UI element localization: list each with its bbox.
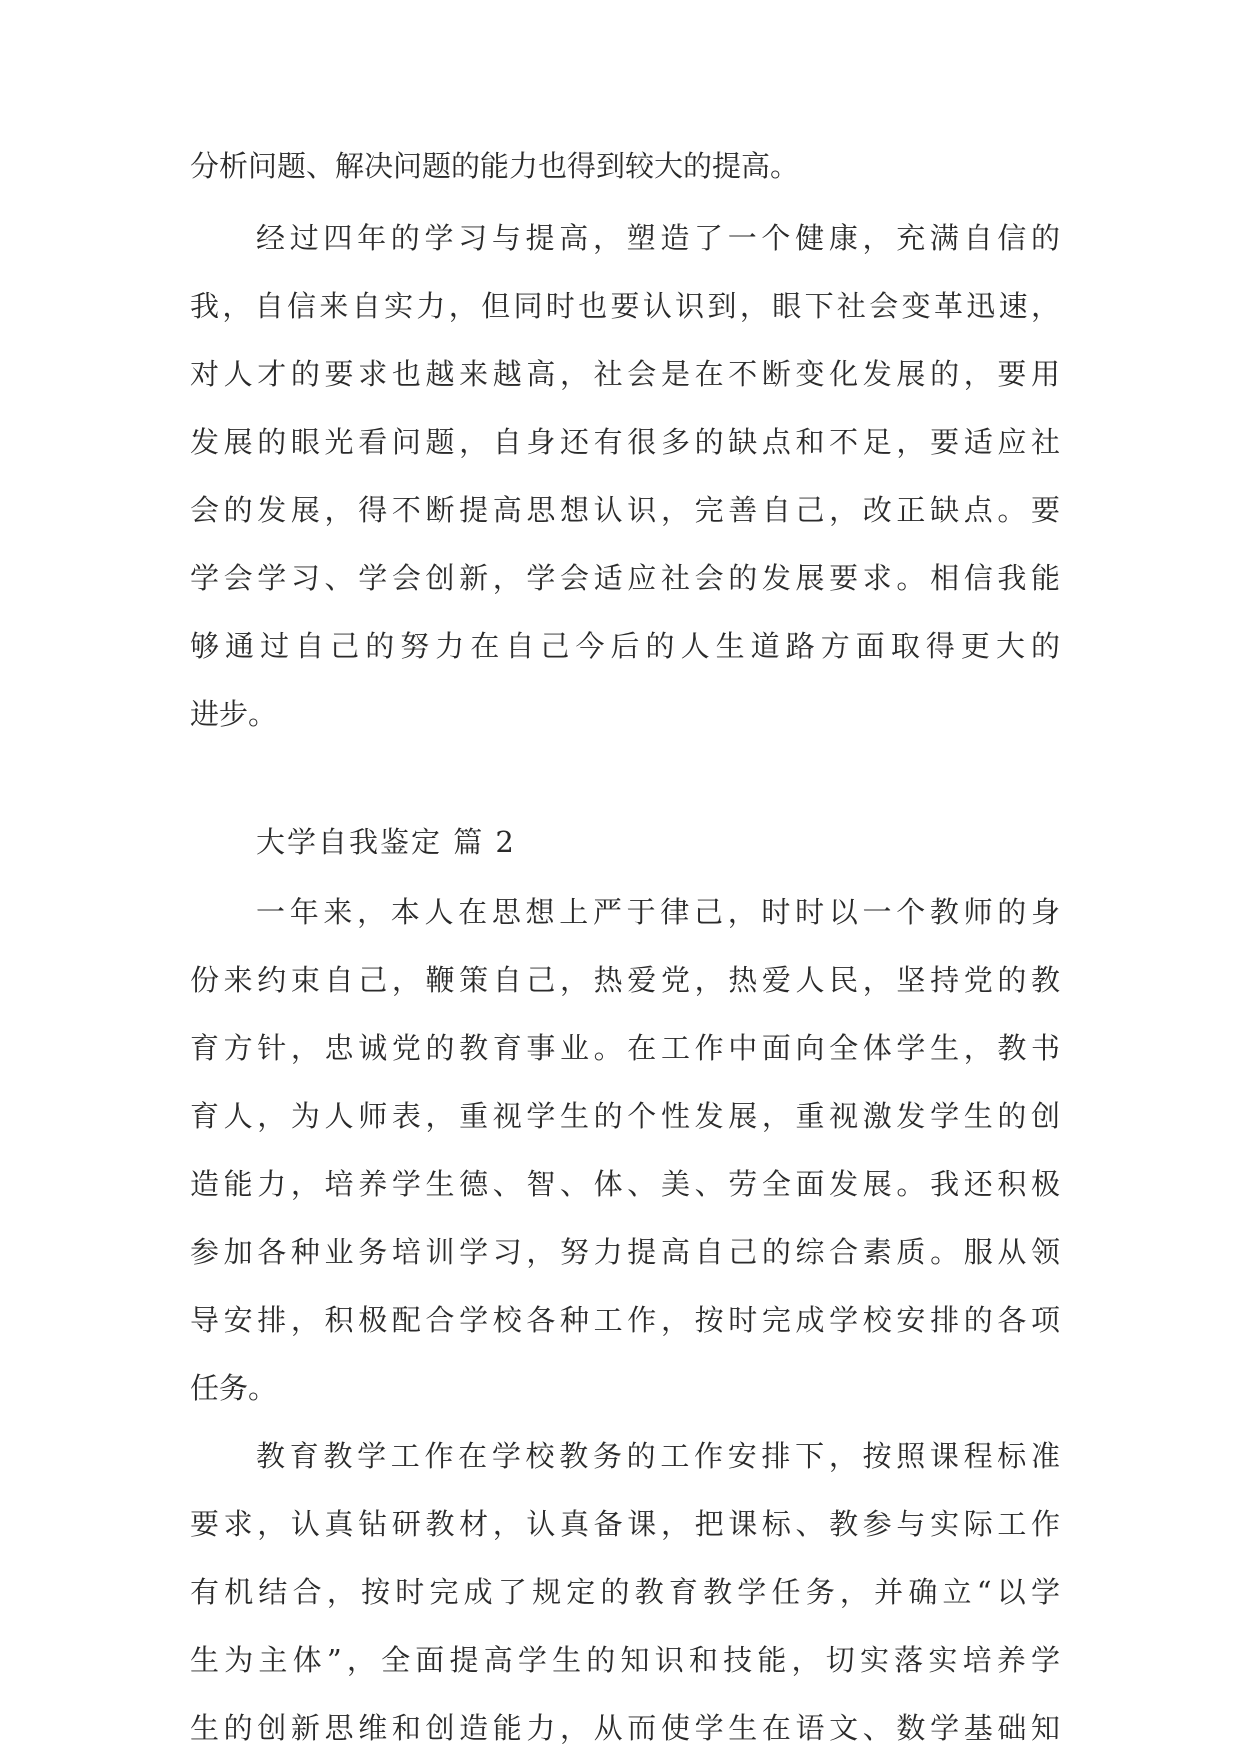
paragraph-line: 育方针，忠诚党的教育事业。在工作中面向全体学生，教书 bbox=[190, 1031, 1060, 1065]
paragraph-line: 学会学习、学会创新，学会适应社会的发展要求。相信我能 bbox=[190, 561, 1060, 595]
paragraph-line: 参加各种业务培训学习，努力提高自己的综合素质。服从领 bbox=[190, 1235, 1060, 1269]
section-heading: 大学自我鉴定 篇 2 bbox=[256, 825, 516, 859]
paragraph-line: 导安排，积极配合学校各种工作，按时完成学校安排的各项 bbox=[190, 1303, 1060, 1337]
paragraph-line: 进步。 bbox=[190, 697, 278, 731]
paragraph-line: 生的创新思维和创造能力，从而使学生在语文、数学基础知 bbox=[190, 1711, 1060, 1745]
paragraph-line: 生为主体”，全面提高学生的知识和技能，切实落实培养学 bbox=[190, 1643, 1060, 1677]
paragraph-line: 够通过自己的努力在自己今后的人生道路方面取得更大的 bbox=[190, 629, 1060, 663]
paragraph-line: 育人，为人师表，重视学生的个性发展，重视激发学生的创 bbox=[190, 1099, 1060, 1133]
paragraph-line: 分析问题、解决问题的能力也得到较大的提高。 bbox=[190, 149, 800, 183]
paragraph-line: 会的发展，得不断提高思想认识，完善自己，改正缺点。要 bbox=[190, 493, 1060, 527]
paragraph-line: 要求，认真钻研教材，认真备课，把课标、教参与实际工作 bbox=[190, 1507, 1060, 1541]
paragraph-line: 一年来，本人在思想上严于律己，时时以一个教师的身 bbox=[256, 895, 1060, 929]
paragraph-line: 发展的眼光看问题，自身还有很多的缺点和不足，要适应社 bbox=[190, 425, 1060, 459]
paragraph-line: 份来约束自己，鞭策自己，热爱党，热爱人民，坚持党的教 bbox=[190, 963, 1060, 997]
paragraph-line: 对人才的要求也越来越高，社会是在不断变化发展的，要用 bbox=[190, 357, 1060, 391]
paragraph-line: 任务。 bbox=[190, 1371, 278, 1405]
paragraph-line: 造能力，培养学生德、智、体、美、劳全面发展。我还积极 bbox=[190, 1167, 1060, 1201]
paragraph-line: 我，自信来自实力，但同时也要认识到，眼下社会变革迅速， bbox=[190, 289, 1060, 323]
paragraph-line: 教育教学工作在学校教务的工作安排下，按照课程标准 bbox=[256, 1439, 1060, 1473]
paragraph-line: 有机结合，按时完成了规定的教育教学任务，并确立“以学 bbox=[190, 1575, 1060, 1609]
paragraph-line: 经过四年的学习与提高，塑造了一个健康，充满自信的 bbox=[256, 221, 1060, 255]
